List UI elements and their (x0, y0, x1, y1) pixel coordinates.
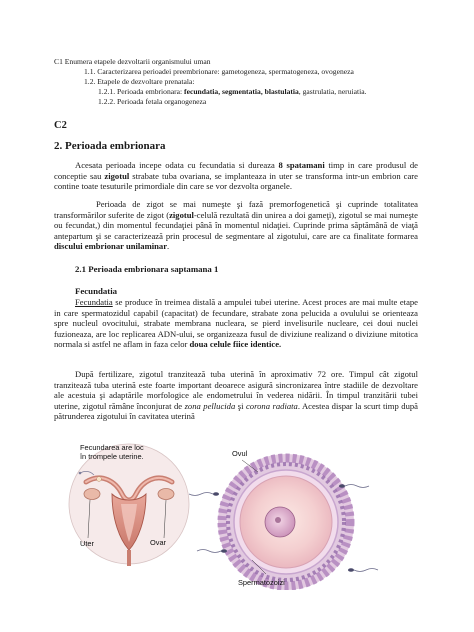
p2-d: discului embrionar unilaminar (54, 241, 168, 252)
paragraph-fertilizare (54, 369, 418, 422)
label-ovar: Ovar (150, 538, 167, 547)
p4-e: . Acestea dispar la scurt timp după pătrunderea zigotului în cavitatea uterină (54, 400, 418, 422)
p2-c: -celulă rezultată din unirea a doi gameţi), zigotul se mai numeşte ou fecundat,) din momentul fecundaţiei până în momentul nidaţiei. Cuprinde prima săptămână de viaţă antepartum şi se caracterizează prin procesul de segmentare al zigotului, care are ca finalitate formarea (54, 209, 418, 241)
p4-b: zona pellucida (184, 400, 236, 411)
p1-d: zigotul (104, 170, 130, 181)
figure-illustration (66, 442, 412, 590)
p1-a: Acesata perioada incepe odata cu fecundatia si dureaza (75, 160, 279, 170)
p4-a: După fertilizare, zigotul tranzitează tuba uterină în aproximativ 72 ore. Timpul cât zigotul tranzitează tuba uterină este foarte important deoarece asigură sincronizarea între stadiile de dezvoltare ale acestuia şi adaptările morfologice ale endometrului în vederea nidării. În timpul tranzitării tubei uterine, zigotul rămâne înconjurat de (54, 369, 418, 411)
p4-d: corona radiata (245, 400, 298, 411)
heading-fecundatia: Fecundatia (75, 286, 118, 296)
p1-b: 8 spatamani (278, 160, 325, 170)
outline-item-1-2-1-prefix: 1.2.1. Perioada embrionara: (98, 87, 185, 96)
heading-section-2-1: 2.1 Perioada embrionara saptamana 1 (75, 264, 219, 274)
paragraph-intro (54, 160, 418, 192)
outline-item-1-2-1 (98, 87, 366, 96)
p1-c: timp in care produsul de conceptie sau (54, 160, 418, 181)
p3-a: Fecundatia (75, 297, 113, 307)
p2-b: zigotul (169, 209, 194, 220)
paragraph-fecundatia (54, 297, 418, 350)
outline-item-1-2-1-suffix: , gastrulatia, neruiatia. (298, 87, 367, 96)
paragraph-zygote (54, 199, 418, 252)
label-spermatozoizi: Spermatozoizi (238, 578, 285, 587)
p3-c: doua celule fiice identice. (189, 339, 282, 350)
p1-e: strabate tuba ovariana, se implanteaza in uter se transforma intr-un embrion care contine toate tesuturile primordiale din care se vor dezvolta organele. (54, 170, 418, 192)
outline-item-1-2-2: 1.2.2. Perioada fetala organogeneza (98, 97, 207, 106)
p4-c: şi (235, 400, 246, 411)
figure-fecundation (66, 442, 412, 590)
label-ovul: Ovul (232, 449, 248, 458)
p3-b: se produce în treimea distală a ampulei tubei uterine. Acest proces are mai multe etape in care spermatozidul capabil (capacitat) de fecundare, strabate zona pelucida a ovulului se orienteaza spre nucleul ovocitului, strabate membrana nucleara, se pierd invelisurile nucleare, cei doui nuclei fuzioneaza, are loc replicarea ADN-ului, se organizeaza fusul de diviziune realizand o diviziune mitotica normala si astfel ne aflam in faza celor (54, 297, 418, 350)
outline-item-1-2-1-bold: fecundatia, segmentatia, blastulatia (184, 87, 299, 96)
label-fecundarea: Fecundarea are loc în trompele uterine. (80, 443, 144, 461)
heading-c2: C2 (54, 120, 67, 131)
outline-item-1-1: 1.1. Caracterizarea perioadei preembrionare: gametogeneza, spermatogeneza, ovogeneza (84, 67, 354, 76)
p2-e: . (167, 241, 170, 252)
label-uter: Uter (80, 539, 94, 548)
heading-section-2: 2. Perioada embrionara (54, 140, 166, 152)
outline-item-1-2: 1.2. Etapele de dezvoltare prenatala: (84, 77, 195, 86)
outline-c1-title: C1 Enumera etapele dezvoltarii organismului uman (54, 57, 211, 66)
p2-a: Perioada de zigot se mai numeşte şi fază premorfogenetică şi cuprinde totalitatea transformărilor suferite de zigot ( (54, 199, 418, 220)
ovum-diagram (189, 454, 378, 590)
